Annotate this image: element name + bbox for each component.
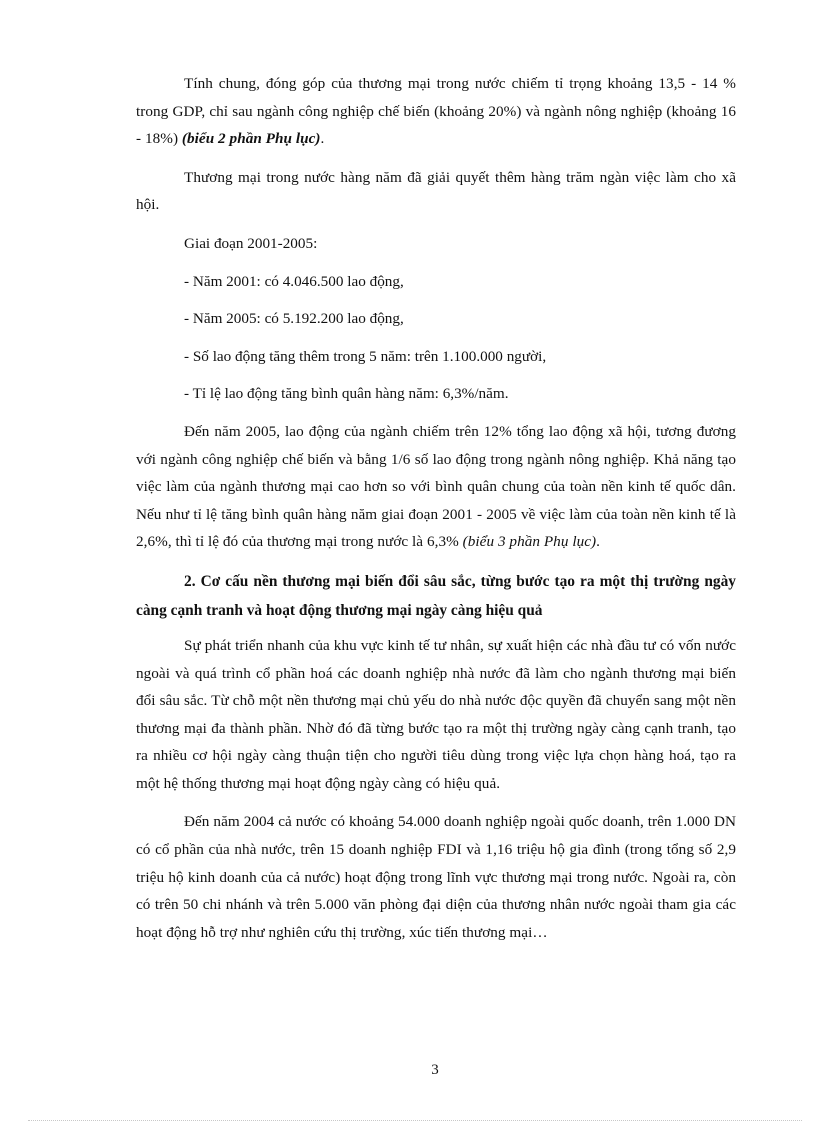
list-item: - Số lao động tăng thêm trong 5 năm: trên 1.100.000 người, — [184, 347, 547, 365]
paragraph-structure-change: Sự phát triển nhanh của khu vực kinh tế tư nhân, sự xuất hiện các nhà đầu tư có vốn nước ngoài và quá trình cổ phần hoá các doanh nghiệp nhà nước đã làm cho ngành thương mại biến đổi sâu sắc. Từ chỗ một nền thương mại chủ yếu do nhà nước độc quyền đã chuyển sang một nền thương mại đa thành phần. Nhờ đó đã từng bước tạo ra một thị trường ngày càng cạnh tranh, tạo ra nhiều cơ hội ngày càng thuận tiện cho người tiêu dùng trong việc lựa chọn hàng hoá, tạo ra một hệ thống thương mại hoạt động ngày càng có hiệu quả. — [136, 636, 736, 792]
document-body — [136, 70, 736, 957]
list-item: - Năm 2005: có 5.192.200 lao động, — [184, 310, 404, 328]
section-heading: 2. Cơ cấu nền thương mại biến đổi sâu sắc, từng bước tạo ra một thị trường ngày càng cạnh tranh và hoạt động thương mại ngày càng hiệu quả — [136, 572, 736, 619]
paragraph-jobs: Thương mại trong nước hàng năm đã giải quyết thêm hàng trăm ngàn việc làm cho xã hội. — [136, 168, 736, 214]
period-label: Giai đoạn 2001-2005: — [184, 234, 318, 252]
labor-list — [136, 268, 736, 408]
paragraph-text: Tính chung, đóng góp của thương mại trong nước chiếm tỉ trọng khoảng 13,5 - 14 % trong GDP, chỉ sau ngành công nghiệp chế biến (khoảng 20%) và ngành nông nghiệp (khoảng 16 - 18%) — [136, 75, 736, 148]
page-number: 3 — [431, 1062, 439, 1078]
paragraph-gdp-contribution — [136, 70, 736, 153]
page-bottom-divider — [28, 1120, 802, 1121]
appendix-reference: (biểu 2 phần Phụ lục) — [181, 130, 321, 148]
paragraph-end: . — [596, 533, 600, 551]
paragraph-labor-2005 — [136, 418, 736, 556]
appendix-reference: (biểu 3 phần Phụ lục) — [462, 533, 597, 551]
list-item: - Năm 2001: có 4.046.500 lao động, — [184, 272, 404, 290]
list-item: - Tỉ lệ lao động tăng bình quân hàng năm: 6,3%/năm. — [184, 385, 509, 403]
paragraph-text: Đến năm 2005, lao động của ngành chiếm trên 12% tổng lao động xã hội, tương đương với ngành công nghiệp chế biến và bằng 1/6 số lao động trong ngành nông nghiệp. Khả năng tạo việc làm của ngành thương mại cao hơn so với bình quân chung của toàn nền kinh tế quốc dân. Nếu như tỉ lệ tăng bình quân hàng năm giai đoạn 2001 - 2005 về việc làm của toàn nền kinh tế là 2,6%, thì tỉ lệ đó của thương mại trong nước là 6,3% — [136, 422, 736, 551]
paragraph-enterprises-2004: Đến năm 2004 cả nước có khoảng 54.000 doanh nghiệp ngoài quốc doanh, trên 1.000 DN có cổ phần của nhà nước, trên 15 doanh nghiệp FDI và 1,16 triệu hộ gia đình (trong tổng số 2,9 triệu hộ kinh doanh của cả nước) hoạt động trong lĩnh vực thương mại trong nước. Ngoài ra, còn có trên 50 chi nhánh và trên 5.000 văn phòng đại diện của thương nhân nước ngoài tham gia các hoạt động hỗ trợ như nghiên cứu thị trường, xúc tiến thương mại… — [136, 813, 736, 941]
paragraph-end: . — [320, 130, 325, 148]
